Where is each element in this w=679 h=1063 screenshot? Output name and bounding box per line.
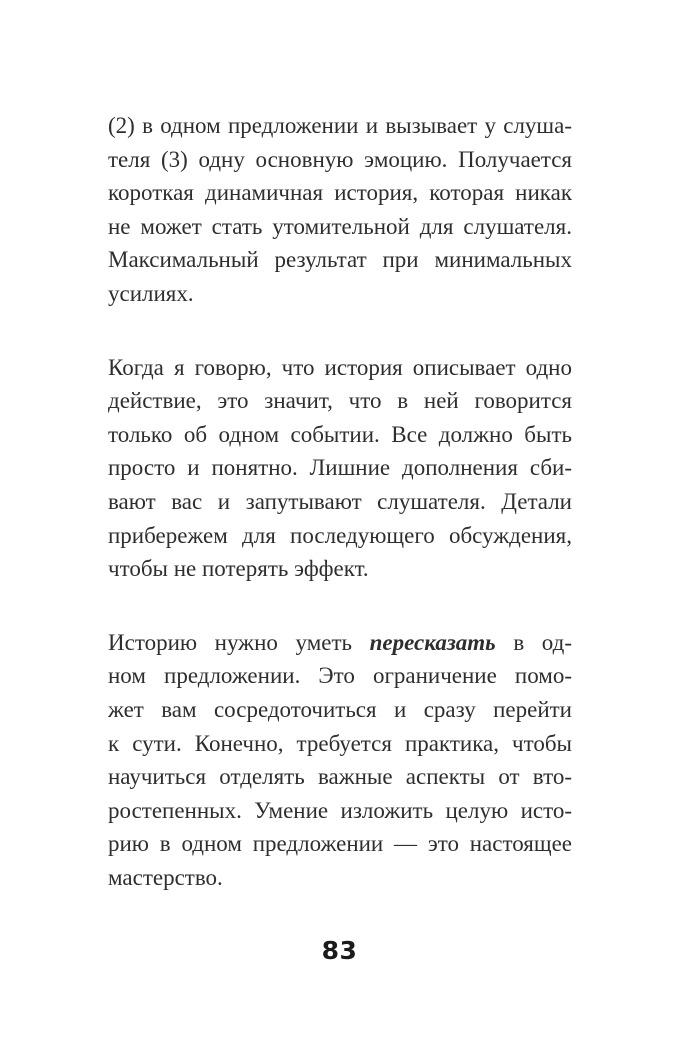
text-segment: научиться отделять важные аспекты от вто- (108, 764, 572, 790)
text-segment: в од- (495, 629, 572, 655)
text-line (108, 351, 572, 385)
text-line (108, 693, 572, 727)
paragraph (108, 351, 572, 586)
text-segment: Когда я говорю, что история описывает одно (108, 354, 572, 380)
text-line (108, 485, 572, 519)
text-line (108, 794, 572, 828)
text-line (108, 552, 572, 586)
page-number: 83 (321, 936, 358, 965)
emphasized-word: пересказать (369, 629, 496, 655)
text-line (108, 760, 572, 794)
text-segment: просто и понятно. Лишние дополнения сби- (108, 455, 572, 481)
paragraph (108, 626, 572, 895)
text-line (108, 659, 572, 693)
text-segment: только об одном событии. Все должно быть (108, 421, 572, 447)
text-line (108, 727, 572, 761)
paragraph (108, 109, 572, 311)
text-segment: теля (3) одну основную эмоцию. Получается (108, 146, 572, 172)
text-line (108, 384, 572, 418)
text-segment: действие, это значит, что в ней говорится (108, 388, 572, 414)
text-segment: жет вам сосредоточиться и сразу перейти (108, 696, 572, 722)
text-segment: короткая динамичная история, которая никак (108, 180, 572, 206)
text-segment: не может стать утомительной для слушателя. (108, 213, 572, 239)
text-segment: усилиях. (108, 280, 194, 306)
text-segment: к сути. Конечно, требуется практика, чтобы (108, 730, 572, 756)
text-line (108, 451, 572, 485)
text-line (108, 519, 572, 553)
page-text (108, 109, 572, 894)
text-line (108, 626, 572, 660)
text-segment: прибережем для последующего обсуждения, (108, 522, 572, 548)
text-segment: ном предложении. Это ограничение помо- (108, 663, 572, 689)
text-line (108, 277, 572, 311)
text-line (108, 143, 572, 177)
text-line (108, 827, 572, 861)
text-line (108, 176, 572, 210)
text-line (108, 418, 572, 452)
text-line (108, 861, 572, 895)
text-segment: вают вас и запутывают слушателя. Детали (108, 488, 572, 514)
text-segment: мастерство. (108, 864, 223, 890)
text-segment: Историю нужно уметь (108, 629, 370, 655)
text-segment: рию в одном предложении — это настоящее (108, 831, 572, 857)
text-segment: чтобы не потерять эффект. (108, 556, 369, 582)
text-line (108, 109, 572, 143)
text-segment: (2) в одном предложении и вызывает у слуша- (108, 113, 572, 138)
text-segment: ростепенных. Умение изложить целую исто- (108, 797, 572, 823)
text-line (108, 210, 572, 244)
text-segment: Максимальный результат при минимальных (108, 247, 572, 273)
text-line (108, 243, 572, 277)
